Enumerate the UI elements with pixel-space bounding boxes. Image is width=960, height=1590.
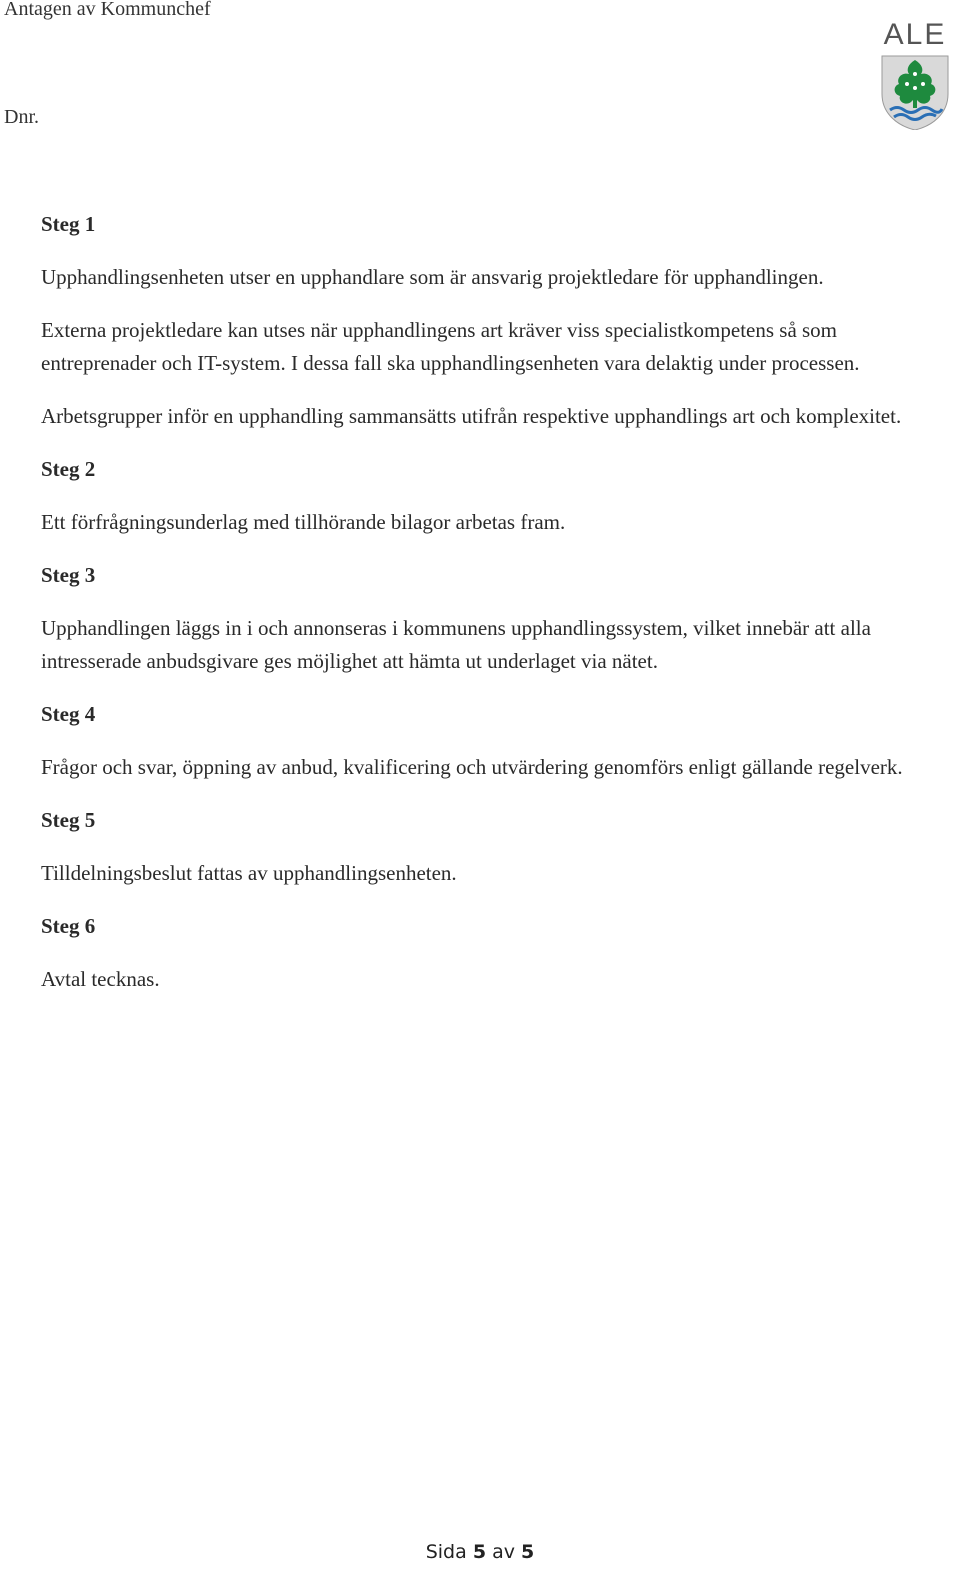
document-body (41, 208, 941, 1016)
paragraph: Externa projektledare kan utses när upphandlingens art kräver viss specialistkompetens så som entreprenader och IT-system. I dessa fall ska upphandlingsenheten vara delaktig under processen. (41, 318, 860, 375)
section-steg-2 (41, 453, 941, 539)
document-status: Antagen av Kommunchef (4, 0, 211, 20)
section-steg-1 (41, 208, 941, 433)
section-heading: Steg 4 (41, 702, 96, 726)
paragraph: Upphandlingsenheten utser en upphandlare som är ansvarig projektledare för upphandlingen. (41, 265, 824, 289)
page-number-separator: av (492, 1541, 515, 1563)
section-steg-6 (41, 910, 941, 996)
paragraph: Frågor och svar, öppning av anbud, kvalificering och utvärdering genomförs enligt gällande regelverk. (41, 755, 903, 779)
section-heading: Steg 6 (41, 914, 96, 938)
page-number-prefix: Sida (425, 1541, 467, 1563)
paragraph: Tilldelningsbeslut fattas av upphandlingsenheten. (41, 861, 457, 885)
section-steg-4 (41, 698, 941, 784)
section-heading: Steg 1 (41, 212, 96, 236)
page-footer (0, 1541, 960, 1563)
document-number-label: Dnr. (4, 106, 39, 128)
section-heading: Steg 5 (41, 808, 96, 832)
section-heading: Steg 3 (41, 563, 96, 587)
paragraph: Arbetsgrupper inför en upphandling sammansätts utifrån respektive upphandlings art och komplexitet. (41, 404, 902, 428)
section-steg-3 (41, 559, 941, 678)
paragraph: Upphandlingen läggs in i och annonseras i kommunens upphandlingssystem, vilket innebär att alla intresserade anbudsgivare ges möjlighet att hämta ut underlaget via nätet. (41, 616, 871, 673)
logo-text: ALE (883, 18, 947, 51)
section-steg-5 (41, 804, 941, 890)
municipality-logo (880, 18, 950, 130)
section-heading: Steg 2 (41, 457, 96, 481)
total-page-count: 5 (521, 1541, 535, 1563)
paragraph: Avtal tecknas. (41, 967, 160, 991)
ale-coat-of-arms-icon (880, 54, 950, 130)
paragraph: Ett förfrågningsunderlag med tillhörande bilagor arbetas fram. (41, 510, 566, 534)
current-page-number: 5 (472, 1541, 487, 1563)
